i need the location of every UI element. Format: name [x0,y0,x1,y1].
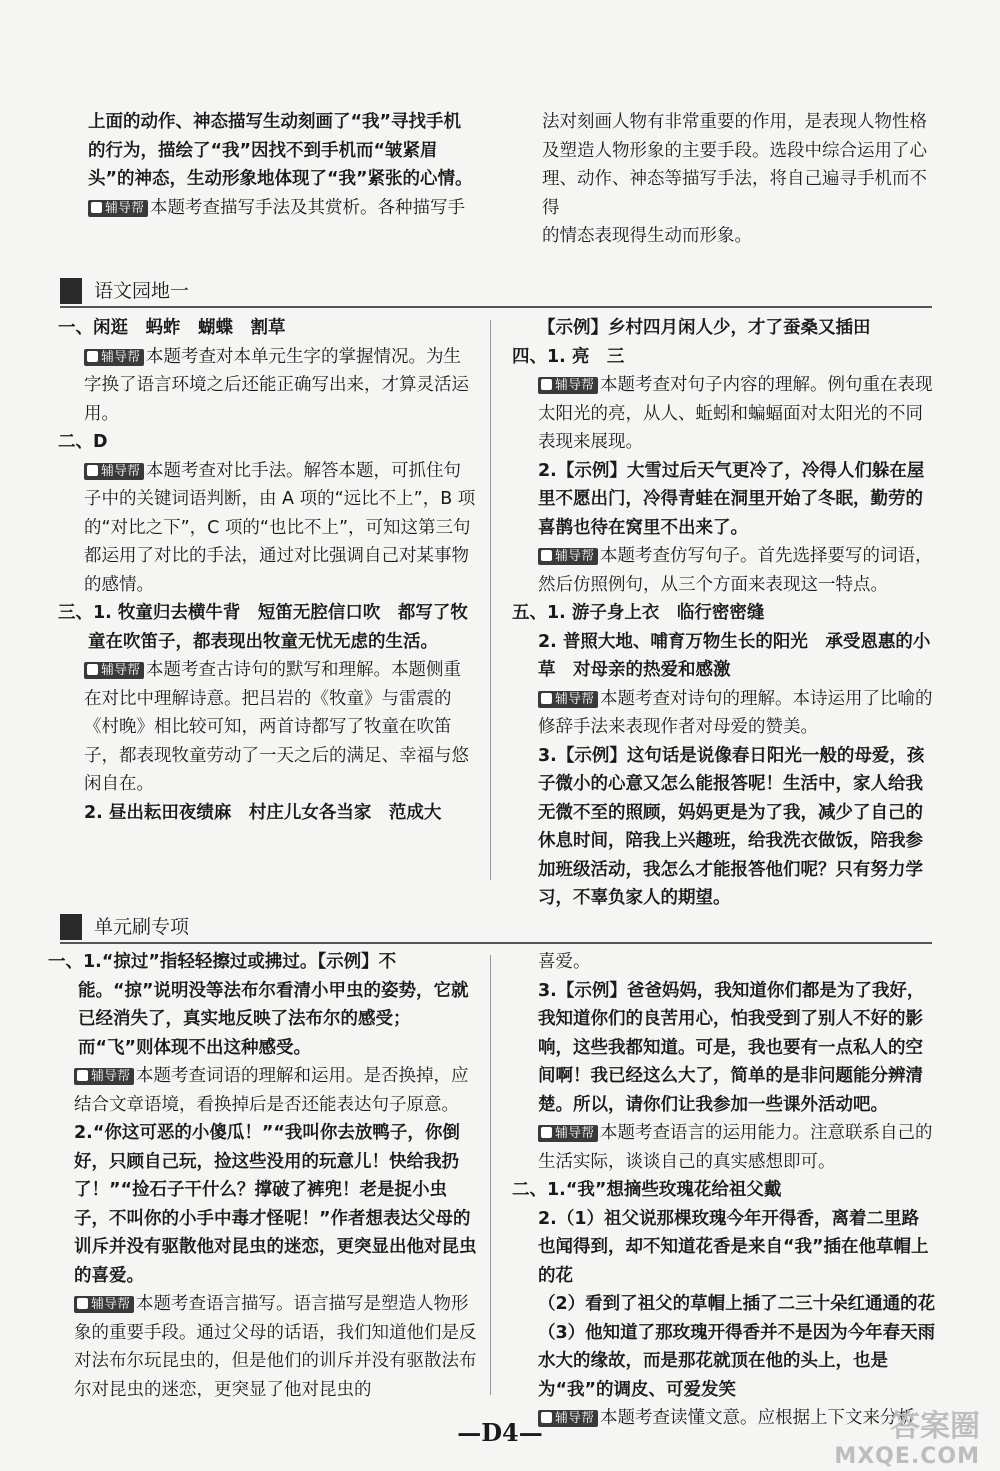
paragraph-text: 2. 普照大地、哺育万物生长的阳光 承受恩惠的小草 对母亲的热爱和感激 [538,631,931,680]
section-rule [60,306,932,308]
paragraph-text: 本题考查语言的运用能力。注意联系自己的生活实际，谈谈自己的真实感想即可。 [538,1123,933,1172]
column-divider [490,320,491,880]
paragraph-text: 及塑造人物形象的主要手段。选段中综合运用了心 [542,140,927,161]
paragraph-text: 头”的神态，生动形象地体现了“我”紧张的心情。 [88,169,473,189]
tutor-badge [538,1125,598,1142]
tutor-note [58,656,478,799]
tutor-badge [84,662,144,679]
answer-paragraph [512,1176,936,1205]
tutor-note [58,343,478,429]
section-title: 单元刷专项 [94,916,190,938]
section2-right-column [512,948,936,1433]
paragraph-text: 本题考查古诗句的默写和理解。本题侧重在对比中理解诗意。把吕岩的《牧童》与雷震的《村晚》相比较可知，两首诗都写了牧童在吹笛子，都表现牧童劳动了一天之后的满足、幸福与悠闲自在。 [84,660,469,794]
book-icon [91,202,102,213]
section-rule [60,942,932,944]
paragraph-text: 本题考查读懂文意。应根据上下文来分析 [600,1408,916,1428]
answer-paragraph [58,314,478,343]
section1-right-column [512,314,936,913]
paragraph-text: 本题考查描写手法及其赏析。各种描写手 [150,197,466,218]
book-icon [541,1127,552,1138]
answer-paragraph [542,165,942,222]
answer-paragraph [88,137,480,166]
tutor-badge-label: 辅导帮 [555,549,595,564]
paragraph-text: 一、闲逛 蚂蚱 蝴蝶 割草 [58,318,286,338]
tutor-note [512,542,936,599]
answer-paragraph [512,1290,936,1319]
tutor-badge [538,691,598,708]
tutor-note [48,1062,478,1119]
paragraph-text: 五、1. 游子身上衣 临行密密缝 [512,603,765,623]
answer-paragraph [512,314,936,343]
tutor-note [58,457,478,600]
tutor-badge-label: 辅导帮 [101,463,141,479]
paragraph-text: 三、1. 牧童归去横牛背 短笛无腔信口吹 都写了牧童在吹笛子，都表现出牧童无忧无虑的生活。 [58,603,468,652]
answer-paragraph [542,222,942,251]
paragraph-text: 上面的动作、神态描写生动刻画了“我”寻找手机 [88,112,462,132]
answer-paragraph [58,428,478,457]
section-square-icon [60,914,82,940]
book-icon [87,664,98,675]
paragraph-text: 【示例】乡村四月闲人少，才了蚕桑又插田 [538,318,871,338]
tutor-note [88,194,480,223]
tutor-note [512,685,936,742]
column-divider [490,955,491,1395]
section-title: 语文园地一 [94,280,190,302]
answer-paragraph [512,977,936,1120]
paragraph-text: 本题考查对句子内容的理解。例句重在表现太阳光的亮，从人、蚯蚓和蝙蝠面对太阳光的不同表现来展现。 [538,375,933,452]
tutor-badge-label: 辅导帮 [91,1297,131,1312]
paragraph-text: 本题考查对比手法。解答本题，可抓住句子中的关键词语判断，由 A 项的“远比不上”，B 项的“对比之下”，C 项的“也比不上”，可知这第三句都运用了对比的手法，通过对比强调自己对某事物的感情。 [84,460,476,595]
paragraph-text: 的行为，描绘了“我”因找不到手机而“皱紧眉 [88,140,438,161]
paragraph-text: 二、D [58,432,108,452]
book-icon [87,351,98,362]
paragraph-text: 3.【示例】爸爸妈妈，我知道你们都是为了我好，我知道你们的良苦用心，怕我受到了别人不好的影响，这些我都知道。可是，我也要有一点私人的空间啊！我已经这么大了，简单的是非问题能分辨清楚。所以，请你们让我参加一些课外活动吧。 [538,980,925,1115]
tutor-badge [74,1068,134,1085]
answer-paragraph [48,948,478,1062]
tutor-badge [84,349,144,366]
section-header-yuwen-yuandi [60,278,932,306]
tutor-badge-label: 辅导帮 [555,378,595,393]
top-left-column [88,108,480,222]
paragraph-text: 本题考查仿写句子。首先选择要写的词语，然后仿照例句，从三个方面来表现这一特点。 [538,546,933,595]
section1-left-column [58,314,478,827]
tutor-badge-label: 辅导帮 [105,200,145,216]
paragraph-text: 一、1.“掠过”指轻轻擦过或拂过。【示例】不能。“掠”说明没等法布尔看清小甲虫的姿势，它就已经消失了，真实地反映了法布尔的感受；而“飞”则体现不出这种感受。 [48,952,469,1058]
answer-paragraph [512,599,936,628]
paragraph-text: 二、1.“我”想摘些玫瑰花给祖父戴 [512,1180,782,1200]
book-icon [87,465,98,476]
answer-paragraph [512,343,936,372]
paragraph-text: 2.（1）祖父说那棵玫瑰今年开得香，离着二里路也闻得到，却不知道花香是来自“我”插在他草帽上的花 [538,1208,929,1286]
paragraph-text: 法对刻画人物有非常重要的作用，是表现人物性格 [542,112,927,132]
answer-paragraph [512,1205,936,1291]
paragraph-text: 的情态表现得生动而形象。 [542,226,752,246]
book-icon [541,693,552,704]
paragraph-text: 理、动作、神态等描写手法，将自己遍寻手机而不得 [542,169,927,218]
answer-paragraph [88,165,480,194]
watermark-logo [830,1401,980,1469]
tutor-badge [538,548,598,565]
book-icon [541,550,552,561]
paragraph-text: （2）看到了祖父的草帽上插了二三十朵红通通的花 [538,1294,936,1314]
tutor-badge-label: 辅导帮 [555,1126,595,1141]
tutor-badge-label: 辅导帮 [555,691,595,707]
paragraph-text: 3.【示例】这句话是说像春日阳光一般的母爱，孩子微小的心意又怎么能报答呢！生活中，家人给我无微不至的照顾，妈妈更是为了我，减少了自己的休息时间，陪我上兴趣班，给我洗衣做饭，陪我参加班级活动，我怎么才能报答他们呢？只有努力学习，不辜负家人的期望。 [538,745,925,908]
tutor-badge-label: 辅导帮 [101,349,141,365]
book-icon [541,379,552,390]
tutor-badge [74,1296,134,1313]
tutor-badge [538,377,598,394]
paragraph-text: 2.【示例】大雪过后天气更冷了，冷得人们躲在屋里不愿出门，冷得青蛙在洞里开始了冬眠，勤劳的喜鹊也待在窝里不出来了。 [538,460,925,538]
page-number: —D4— [457,1418,543,1447]
answer-paragraph [58,799,478,828]
tutor-note [512,1119,936,1176]
paragraph-text: 四、1. 亮 三 [512,346,625,367]
answer-paragraph [48,1119,478,1290]
answer-paragraph [512,628,936,685]
paragraph-text: 2. 昼出耘田夜绩麻 村庄儿女各当家 范成大 [84,802,442,823]
answer-paragraph [542,108,942,137]
watermark-sub: MXQE.COM [834,1444,980,1469]
tutor-badge [88,200,148,217]
section2-left-column [48,948,478,1404]
answer-paragraph [58,599,478,656]
paragraph-text: 本题考查对本单元生字的掌握情况。为生字换了语言环境之后还能正确写出来，才算灵活运用。 [84,346,469,424]
answer-paragraph [542,137,942,166]
section-header-danyuan-shua [60,914,932,942]
tutor-badge-label: 辅导帮 [101,663,141,678]
answer-paragraph [512,457,936,543]
paragraph-text: 本题考查词语的理解和运用。是否换掉，应结合文章语境，看换掉后是否还能表达句子原意。 [74,1066,469,1115]
top-right-column [542,108,942,251]
book-icon [77,1298,88,1309]
tutor-note [512,371,936,457]
answer-paragraph [88,108,480,137]
paragraph-text: 本题考查语言描写。语言描写是塑造人物形象的重要手段。通过父母的话语，我们知道他们是反对法布尔玩昆虫的，但是他们的训斥并没有驱散法布尔对昆虫的迷恋，更突显了他对昆虫的 [74,1294,477,1400]
section-square-icon [60,278,82,304]
paragraph-text: 2.“你这可恶的小傻瓜！”“我叫你去放鸭子，你倒好，只顾自己玩，捡这些没用的玩意儿！快给我扔了！”“捡石子干什么？撑破了裤兜！老是捉小虫子，不叫你的小手中毒才怪呢！”作者想表达父母的训斥并没有驱散他对昆虫的迷恋，更突显出他对昆虫的喜爱。 [74,1123,477,1286]
tutor-badge-label: 辅导帮 [91,1069,131,1084]
answer-paragraph [512,948,936,977]
paragraph-text: 本题考查对诗句的理解。本诗运用了比喻的修辞手法来表现作者对母爱的赞美。 [538,688,933,737]
watermark-main: 答案圈 [890,1409,980,1444]
answer-paragraph [512,1319,936,1405]
tutor-badge-label: 辅导帮 [555,1411,595,1426]
answer-paragraph [512,742,936,913]
tutor-badge [84,463,144,480]
tutor-note [48,1290,478,1404]
book-icon [77,1070,88,1081]
paragraph-text: （3）他知道了那玫瑰开得香并不是因为今年春天雨水大的缘故，而是那花就顶在他的头上，也是为“我”的调皮、可爱发笑 [538,1322,936,1400]
paragraph-text: 喜爱。 [538,952,591,972]
